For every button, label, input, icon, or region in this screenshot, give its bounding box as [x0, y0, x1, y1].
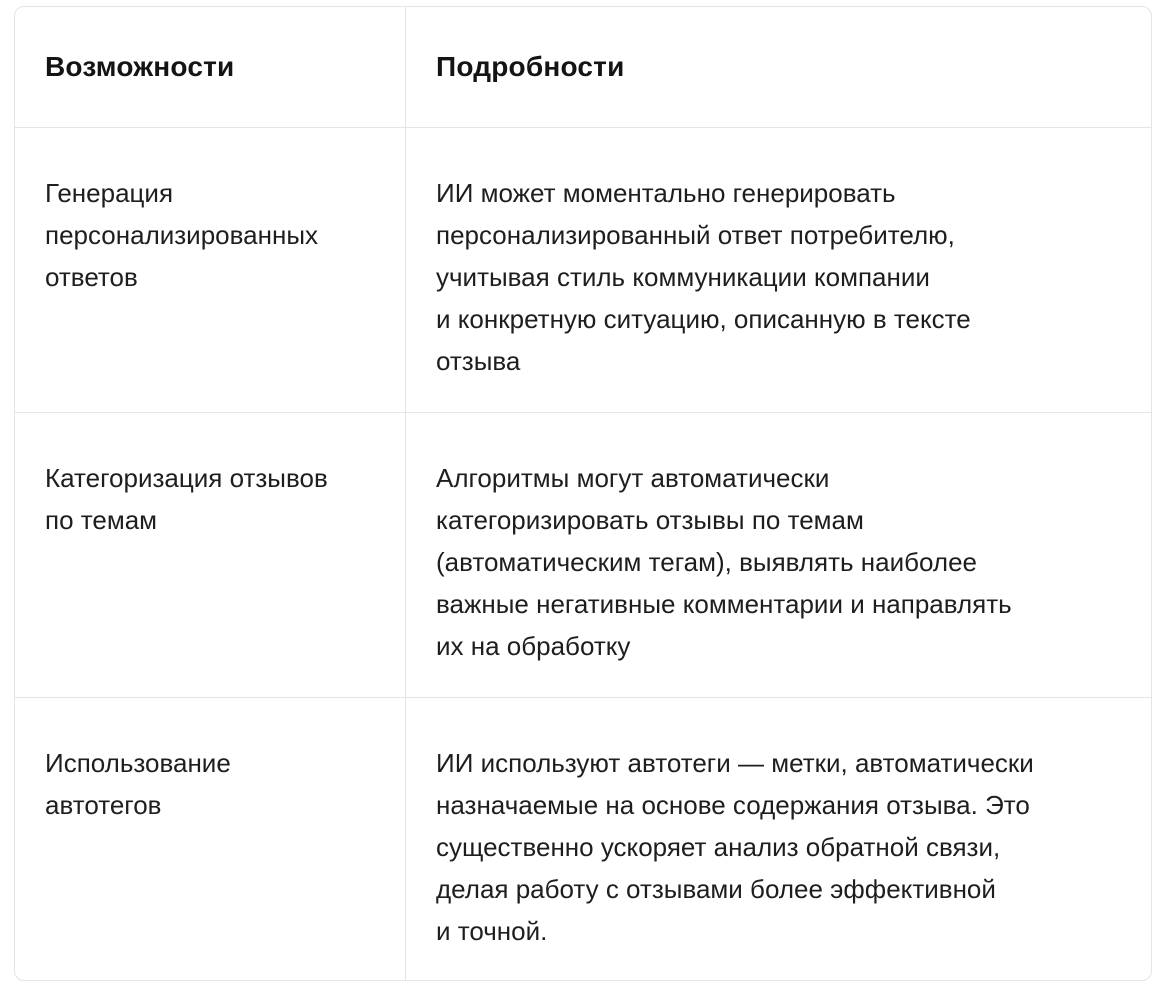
features-table — [14, 6, 1152, 981]
header-capabilities: Возможности — [15, 7, 406, 127]
capability-cell: Категоризация отзывов по темам — [15, 413, 406, 697]
table-row — [15, 698, 1151, 981]
details-cell: Алгоритмы могут автоматически категоризировать отзывы по темам (автоматическим тегам), выявлять наиболее важные негативные комментарии и направлять их на обработку — [436, 463, 1012, 661]
capability-cell: Использование автотегов — [15, 698, 406, 981]
header-details: Подробности — [436, 51, 625, 82]
table-row — [15, 413, 1151, 698]
table-header-row — [15, 7, 1151, 128]
details-cell: ИИ может моментально генерировать персонализированный ответ потребителю, учитывая стиль коммуникации компании и конкретную ситуацию, описанную в тексте отзыва — [436, 178, 971, 376]
table-row — [15, 128, 1151, 413]
capability-cell: Генерация персонализированных ответов — [15, 128, 406, 412]
details-cell: ИИ используют автотеги — метки, автоматически назначаемые на основе содержания отзыва. Это существенно ускоряет анализ обратной связи, делая работу с отзывами более эффективной и точной. — [436, 748, 1034, 946]
